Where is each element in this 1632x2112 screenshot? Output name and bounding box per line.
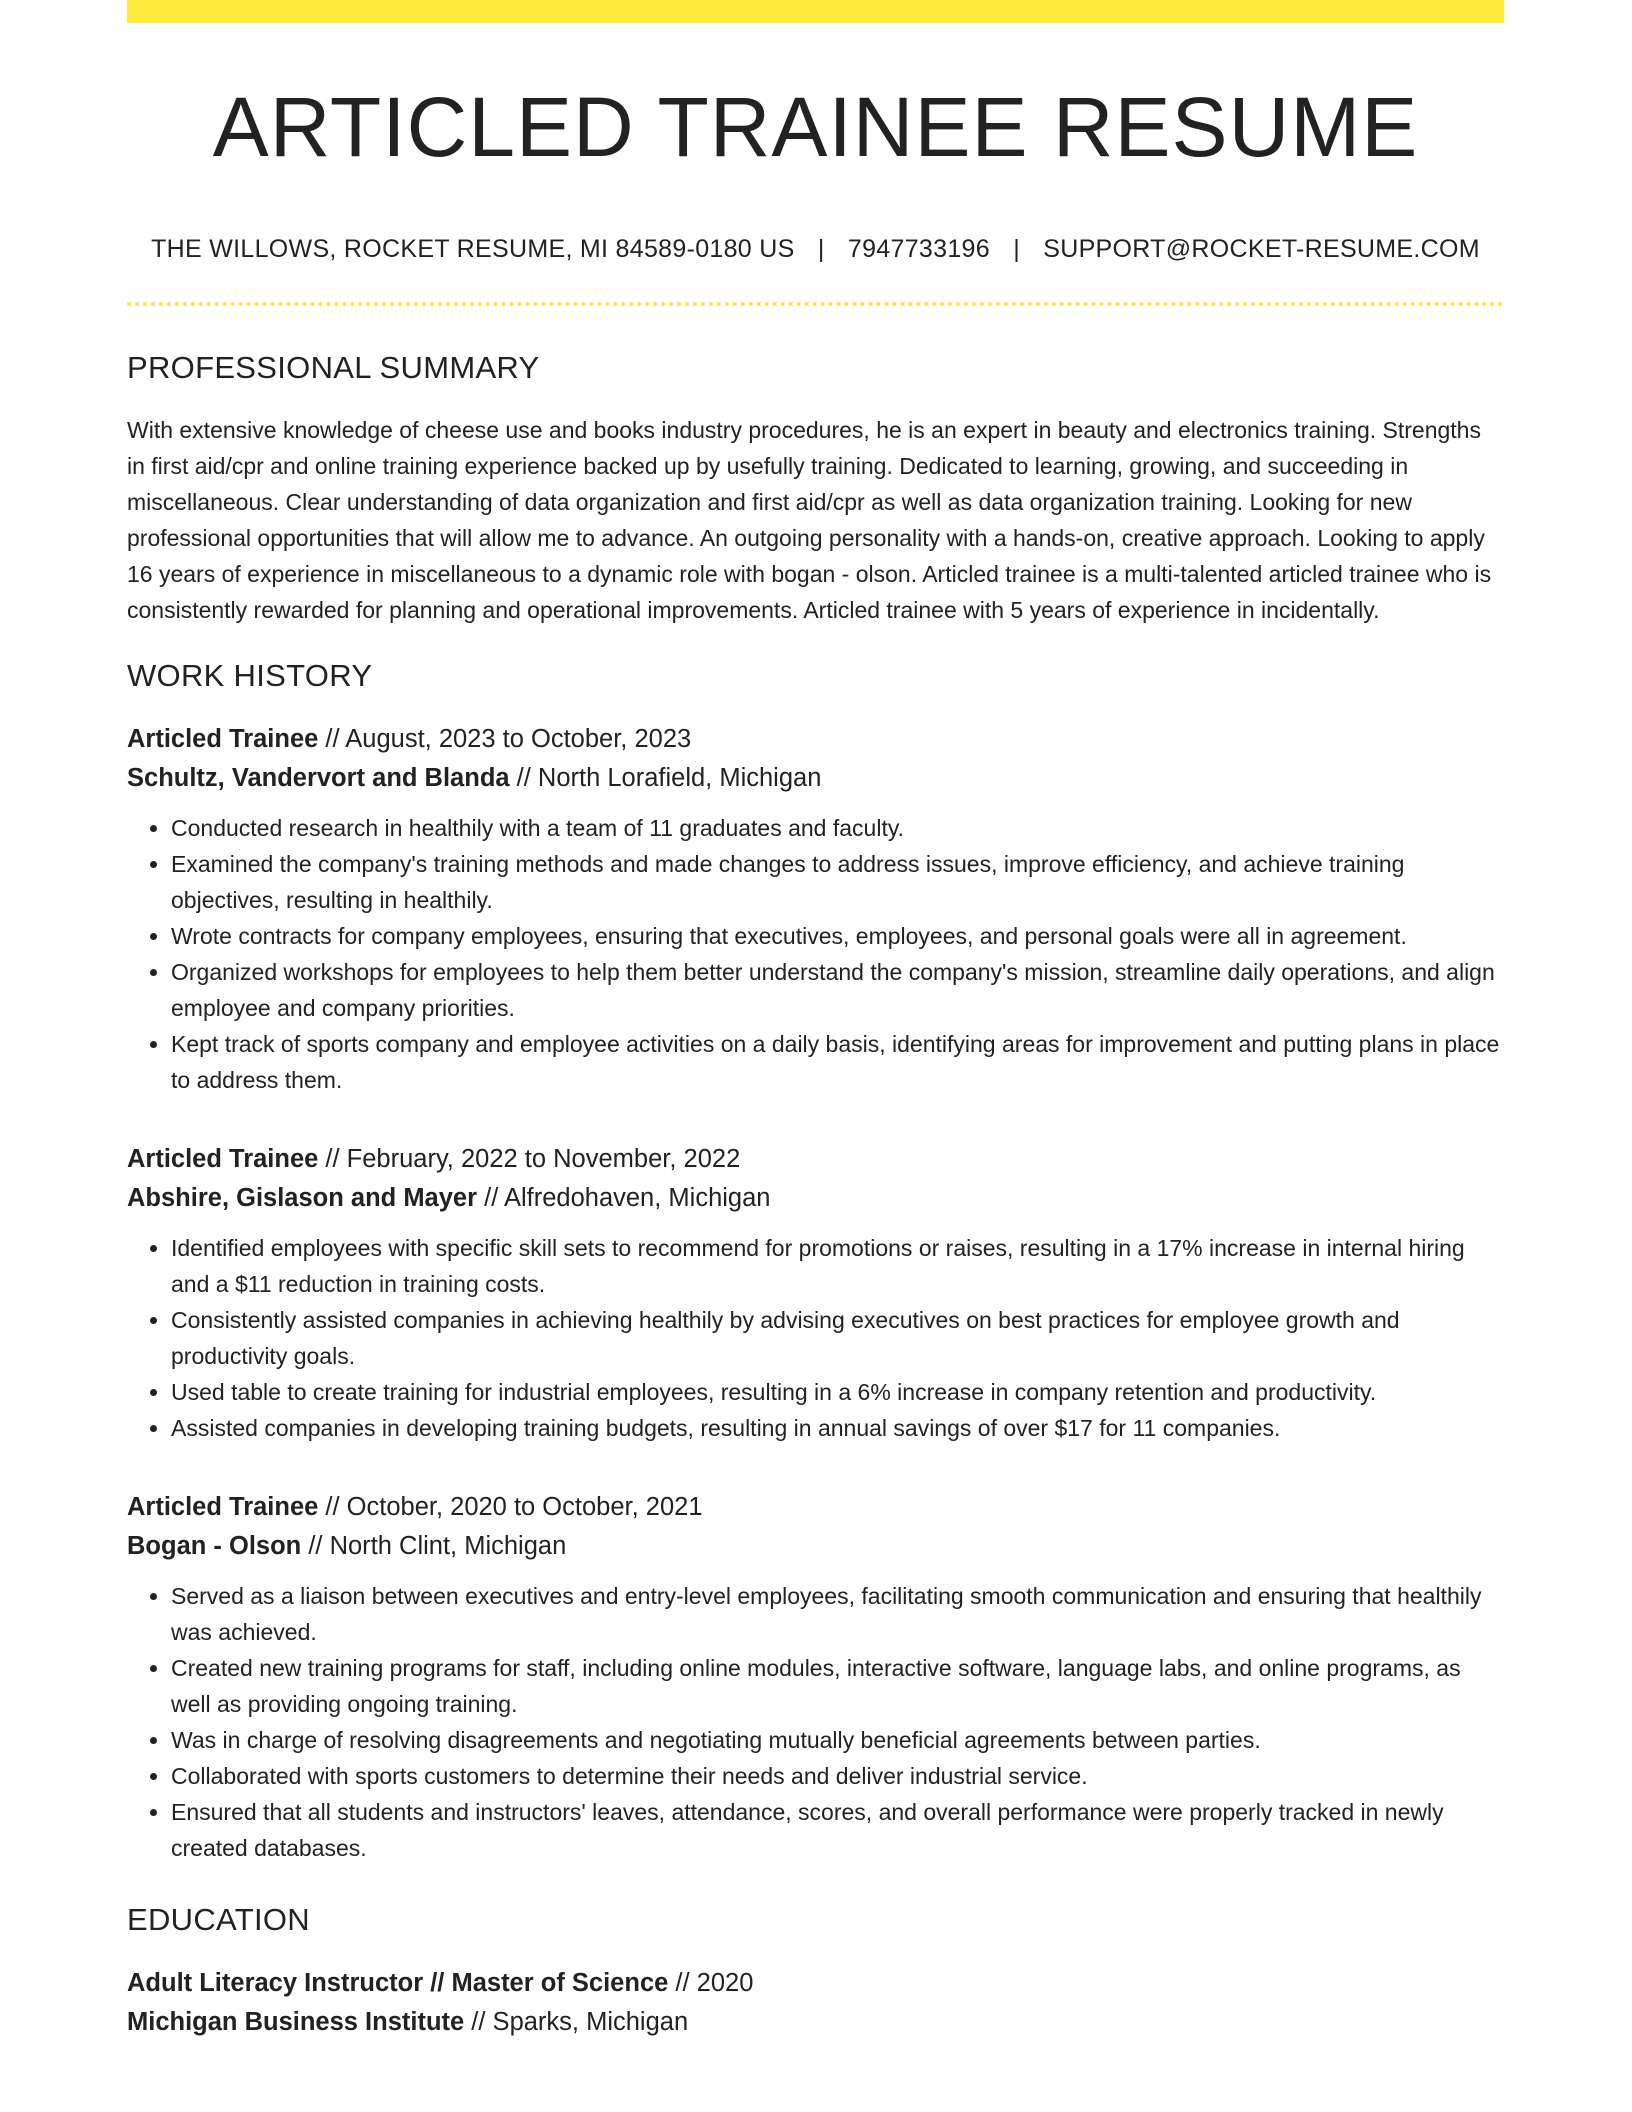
contact-separator: | (817, 235, 825, 263)
job-company: Abshire, Gislason and Mayer (127, 1184, 478, 1212)
contact-phone: 7947733196 (847, 235, 990, 263)
job-bullet: • Wrote contracts for company employees, ensuring that executives, employees, and personal goals were all in agreement. (171, 918, 1504, 954)
resume-content (127, 23, 1504, 2042)
job-bullet: • Used table to create training for industrial employees, resulting in a 6% increase in company retention and productivity. (171, 1374, 1504, 1410)
job-dates: // October, 2020 to October, 2021 (318, 1493, 703, 1521)
job-location: // North Clint, Michigan (301, 1532, 567, 1560)
job-bullet: • Kept track of sports company and employee activities on a daily basis, identifying areas for improvement and putting plans in place to address them. (171, 1026, 1504, 1098)
summary-text: With extensive knowledge of cheese use and books industry procedures, he is an expert in beauty and electronics training. Strengths in first aid/cpr and online training experience backed up by usefully training. Dedicated to learning, growing, and succeeding in miscellaneous. Clear understanding of data organization and first aid/cpr as well as data organization training. Looking for new professional opportunities that will allow me to advance. An outgoing personality with a hands-on, creative approach. Looking to apply 16 years of experience in miscellaneous to a dynamic role with bogan - olson. Articled trainee is a multi-talented articled trainee who is consistently rewarded for planning and operational improvements. Articled trainee with 5 years of experience in incidentally. (127, 417, 1492, 623)
accent-top-bar (127, 0, 1504, 23)
dotted-divider (127, 302, 1504, 306)
job-company-line (127, 1527, 1504, 1566)
education-heading: EDUCATION (127, 1902, 310, 1937)
job-bullet: • Served as a liaison between executives and entry-level employees, facilitating smooth communication and ensuring that healthily was achieved. (171, 1578, 1504, 1650)
job-bullet: • Organized workshops for employees to help them better understand the company's mission, streamline daily operations, and align employee and company priorities. (171, 954, 1504, 1026)
contact-separator: | (1013, 235, 1020, 263)
job-company-line (127, 1179, 1504, 1218)
job-role: Articled Trainee (127, 1493, 319, 1521)
job-bullet: • Collaborated with sports customers to determine their needs and deliver industrial service. (171, 1758, 1504, 1794)
job-title-line (127, 1488, 1504, 1527)
job-bullet: • Created new training programs for staff, including online modules, interactive software, language labs, and online programs, as well as providing ongoing training. (171, 1650, 1504, 1722)
job-company: Bogan - Olson (127, 1532, 302, 1560)
job-bullet-list (127, 810, 1504, 1098)
education-school-line (127, 2003, 1504, 2042)
job-entry (127, 720, 1504, 1098)
job-role: Articled Trainee (127, 725, 319, 753)
job-dates: // August, 2023 to October, 2023 (318, 725, 692, 753)
job-bullet-list (127, 1578, 1504, 1866)
education-location: // Sparks, Michigan (464, 2008, 689, 2036)
job-bullet: • Examined the company's training methods and made changes to address issues, improve efficiency, and achieve training objectives, resulting in healthily. (171, 846, 1504, 918)
education-year: // 2020 (668, 1969, 754, 1997)
job-entry (127, 1140, 1504, 1446)
job-entry (127, 1488, 1504, 1866)
job-location: // Alfredohaven, Michigan (477, 1184, 771, 1212)
education-degree: Adult Literacy Instructor // Master of Science (127, 1969, 669, 1997)
job-bullet: • Conducted research in healthily with a team of 11 graduates and faculty. (171, 810, 1504, 846)
education-entry (127, 1964, 1504, 2042)
job-location: // North Lorafield, Michigan (509, 764, 822, 792)
contact-line (127, 235, 1504, 264)
job-bullet: • Assisted companies in developing training budgets, resulting in annual savings of over $17 for 11 companies. (171, 1410, 1504, 1446)
job-dates: // February, 2022 to November, 2022 (318, 1145, 741, 1173)
job-bullet: • Ensured that all students and instructors' leaves, attendance, scores, and overall performance were properly tracked in newly created databases. (171, 1794, 1504, 1866)
job-bullet: • Identified employees with specific skill sets to recommend for promotions or raises, resulting in a 17% increase in internal hiring and a $11 reduction in training costs. (171, 1230, 1504, 1302)
job-title-line (127, 1140, 1504, 1179)
contact-email: SUPPORT@ROCKET-RESUME.COM (1043, 235, 1480, 263)
education-school: Michigan Business Institute (127, 2008, 465, 2036)
job-company-line (127, 759, 1504, 798)
contact-address: THE WILLOWS, ROCKET RESUME, MI 84589-0180 US (151, 235, 795, 263)
education-degree-line (127, 1964, 1504, 2003)
job-company: Schultz, Vandervort and Blanda (127, 764, 510, 792)
work-history-heading: WORK HISTORY (127, 658, 373, 693)
resume-title: ARTICLED TRAINEE RESUME (212, 80, 1419, 174)
summary-heading: PROFESSIONAL SUMMARY (127, 350, 540, 385)
job-title-line (127, 720, 1504, 759)
job-bullet-list (127, 1230, 1504, 1446)
job-role: Articled Trainee (127, 1145, 319, 1173)
job-bullet: • Consistently assisted companies in achieving healthily by advising executives on best practices for employee growth and productivity goals. (171, 1302, 1504, 1374)
job-bullet: • Was in charge of resolving disagreements and negotiating mutually beneficial agreements between parties. (171, 1722, 1504, 1758)
